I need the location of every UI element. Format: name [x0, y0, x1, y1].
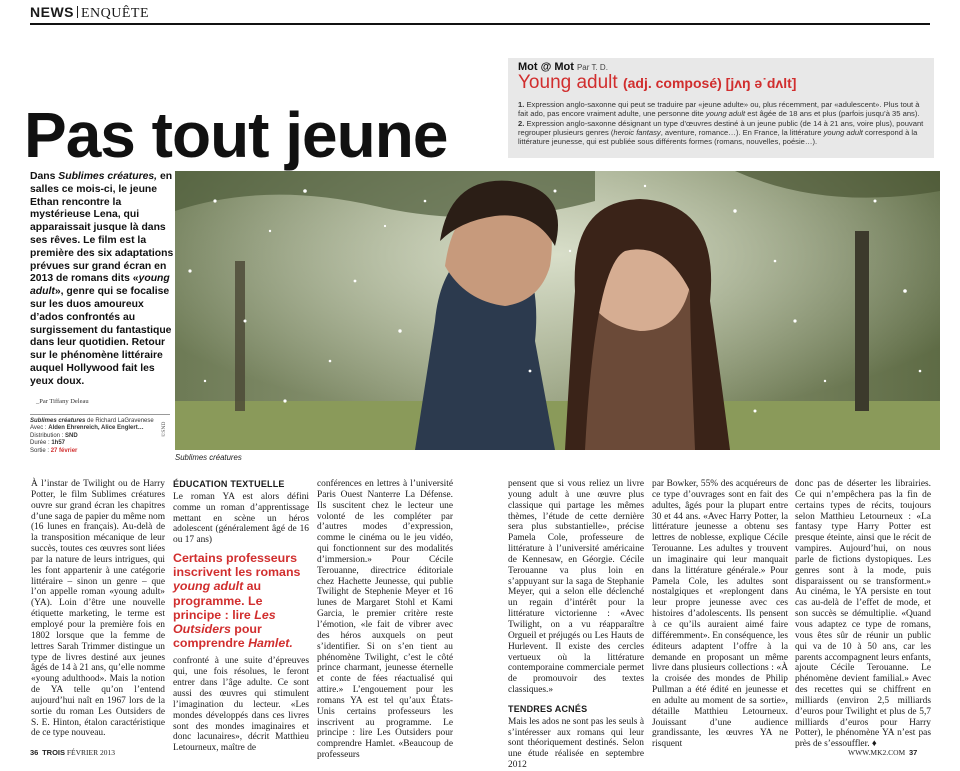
definition-term: Young adult (adj. composé) [jʌŋ ə˙dʌlt] — [518, 72, 797, 93]
column-text: conférences en lettres à l’université Paris Ouest Nanterre La Défense. Ils suscitent chez le lecteur une volonté de les compléter par d’autres modes d’expression, comme le cinéma ou le jeu vidéo, qui fonctionnent sur des modalités d’immersion.» Pour Cécile Terouanne, directrice éditoriale chez Hachette Jeunesse, qui publie Twilight de Stephenie Meyer et 16 lunes de Margaret Stohl et Kami Garcia, le premier critère reste l’émotion, «le fait de vibrer avec des héros auxquels on peut s’identifier. Si on s’en tient au phénomène Twilight, c’est le côté prince charmant, jeunesse éternelle et conte de fées réactualisé qui attire.» L’engouement pour les romans YA est tel qu’aux États-Unis certains professeurs les inscrivent au programme. Le principe : lire Les Outsiders pour comprendre Hamlet. «Beaucoup de professeurs — [317, 479, 453, 761]
column-text: pensent que si vous reliez un livre young adult à une œuvre plus classique qui partage les mêmes thèmes, l’étude de cette dernière sera plus substantielle», précise Pamela Cole, professeure de littérature à l’université américaine de Kennesaw, en Géorgie. Cécile Terouanne va plus loin en s’appuyant sur la saga de Stephanie Meyer, qui a selon elle déclenché un regain d’intérêt pour la littérature victorienne : «Avec Twilight, on a vu réapparaître Orgueil et préjugés ou Les Hauts de Hurlevent. Il existe des cercles vertueux où la littérature contemporaine commerciale permet de promouvoir des textes classiques.» — [508, 479, 644, 696]
column-text: par Bowker, 55% des acquéreurs de ce type d’ouvrages sont en fait des adultes, âgés pour la plupart entre 30 et 44 ans. «Avec Harry Potter, la littérature jeunesse a obtenu ses lettres de noblesse, explique Cécile Terouanne. Les adultes y trouvent un imaginaire qui leur manquait dans la littérature générale.» Pour Pamela Cole, les adultes sont nostalgiques et «replongent dans leur propre jeunesse avec ces histoires d’adolescents. Ils pensent à ce qu’ils auraient aimé faire différemment». En conséquence, les éditeurs adaptent l’offre à la demande en proposant un même livre dans plusieurs collections : «À la croisée des mondes de Philip Pullman a été édité en jeunesse et en adulte au moment de sa sortie», détaille Matthieu Letourneux. Jouissant d’une audience grandissante, les œuvres YA ne risquent — [652, 479, 788, 750]
photo-caption: Sublimes créatures — [175, 453, 242, 462]
article-column-1 — [31, 479, 165, 743]
film-credits: Sublimes créatures de Richard LaGravenese Avec : Alden Ehrenreich, Alice Englert… Distribution : SND Durée : 1h57 Sortie : 27 février — [30, 414, 170, 455]
subsection-label: ENQUÊTE — [81, 6, 150, 21]
definition-box — [508, 58, 934, 158]
footer-right — [848, 748, 917, 757]
definition-label: Mot @ Mot Par T. D. — [518, 61, 608, 73]
article-column-2 — [173, 479, 309, 754]
pull-quote: Certains professeurs inscrivent les romans young adult au programme. Le principe : lire Les Outsiders pour comprendre Hamlet. — [173, 551, 301, 651]
top-rule — [30, 23, 930, 25]
issue-date: FÉVRIER 2013 — [66, 748, 116, 757]
section-label: NEWS — [30, 4, 74, 20]
divider — [77, 6, 78, 18]
column-text: confronté à une suite d’épreuves qui, une fois résolues, le feront entrer dans l’âge adulte. Ce sont aussi des œuvres qui stimulent l’imagination du lecteur. «Les mondes développés dans ces livres sont des mondes imaginaires et donc lacunaires», décrit Matthieu Letourneux, maître de — [173, 656, 309, 754]
section-rubric — [30, 4, 149, 22]
column-text: Mais les ados ne sont pas les seuls à s’intéresser aux romans qui leur sont théoriquement destinés. Selon une étude réalisée en septembre 2012 — [508, 716, 644, 771]
magazine-name: TROIS — [42, 748, 66, 757]
column-text: donc pas de déserter les librairies. Ce qui n’empêchera pas la fin de certains types de récits, toujours selon Matthieu Letourneux : «La fantasy type Harry Potter est presque éteinte, ainsi que le récit de vampires. Aujourd’hui, on nous parle de fictions dystopiques. Les genres sont à la mode, puis disparaissent ou se transforment.» Au cinéma, le YA persiste en tout cas au-delà de l’effet de mode, et son succès se démultiplie. «Quand vous adaptez ce type de romans, vous êtes sûr de réunir un public qui va de 10 à 50 ans, car les parents accompagnent leurs enfants, ajoute Cécile Terouanne. Le phénomène devient familial.» Avec des recettes qui se chiffrent en milliards (environ 2,5 milliards d’euros pour Twilight et plus de 5,7 milliards d’euros pour Harry Potter), le phénomène YA n’est pas près de s’essouffler. ♦ — [795, 479, 931, 750]
footer-left — [30, 748, 115, 757]
page-title: Pas tout jeune — [24, 99, 448, 171]
definition-text: 1. Expression anglo-saxonne qui peut se traduire par «jeune adulte» ou, plus récemment, par «adulescent». Plus tout à fait ado, pas encore vraiment adulte, une personne dite young adult est âgée de 18 ans et plus (parfois jusqu’à 35 ans). 2. Expression anglo-saxonne désignant un type d’œuvres destiné à un jeune public (de 14 à 21 ans, voire plus), pouvant regrouper plusieurs genres (heroic fantasy, aventure, romance…). En France, la littérature young adult correspond à la littérature jeunesse, qui est publiée sous différents formes (romans, nouvelles, poésie…). — [518, 100, 924, 147]
definition-author: Par T. D. — [576, 63, 608, 72]
subhead-acnes: TENDRES ACNÉS — [508, 703, 588, 714]
page-number-left: 36 — [30, 748, 39, 757]
subhead-education: ÉDUCATION TEXTUELLE — [173, 479, 285, 489]
article-column-4 — [508, 479, 644, 771]
article-column-6 — [795, 479, 931, 750]
column-text: À l’instar de Twilight ou de Harry Potter, le film Sublimes créatures ouvre sur grand écran les chapitres d’une saga de papier du même nom (16 lunes en français). Au-delà de la transposition mécanique de leur succès, toutes ces œuvres sont liées par la nature de leurs intrigues, qui les font appartenir à une catégorie littéraire – sinon un genre – que l’on appelle roman «young adult» (YA). Loin d’être une nouvelle étiquette marketing, le terme est employé pour la première fois en 1802 lorsque que la femme de lettres Sarah Trimmer distingue un type de livres destiné aux jeunes âgés de 14 à 21 ans, qu’elle nomme «young adulthood». Mais la notion de YA telle qu’on l’entend aujourd’hui naît en 1967 lors de la sortie du roman Les Outsiders de S. E. Hinton, étalon caractéristique de ce type nouveau. — [31, 479, 165, 739]
definition-grammar: (adj. composé) [jʌŋ ə˙dʌlt] — [622, 75, 797, 91]
page-number-right: 37 — [908, 748, 918, 757]
column-text: Le roman YA est alors défini comme un roman d’apprentissage mettant en scène un héros adolescent (généralement âgé de 16 ou 17 ans) — [173, 491, 309, 546]
site-url: WWW.MK2.COM — [848, 748, 906, 757]
article-column-5 — [652, 479, 788, 750]
byline: _Par Tiffany Deleau — [36, 398, 89, 405]
intro-lede: Dans Sublimes créatures, en salles ce mois-ci, le jeune Ethan rencontre la mystérieuse Lena, qui apparaissait jusque là dans ses rêves. Le film est la première des six adaptations prévues sur grand écran en 2013 de romans dits «young adult», genre qui se focalise sur les duos amoureux d’ados confrontés au surgissement du fantastique dans leur quotidien. Retour sur le phénomène littéraire auquel Hollywood fait les yeux doux. — [30, 171, 174, 387]
film-still-photo — [175, 171, 940, 450]
article-column-3 — [317, 479, 453, 761]
photo-credit: ©SND — [161, 421, 167, 437]
